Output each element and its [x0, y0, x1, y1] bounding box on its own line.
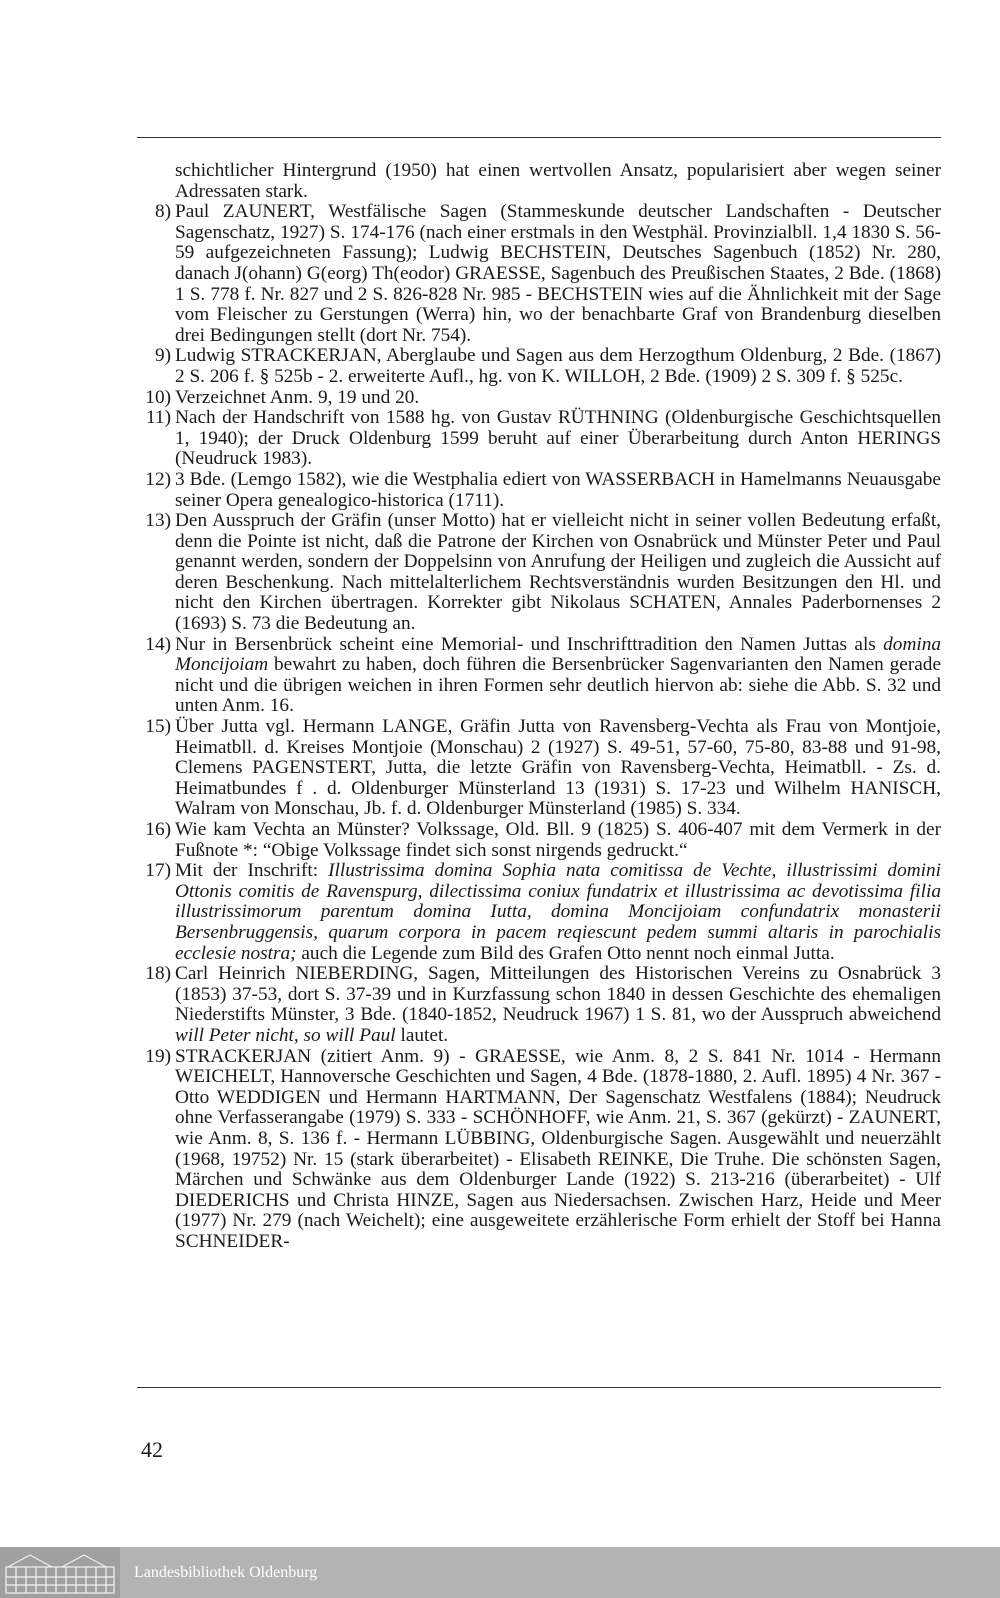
note-number: 11) — [146, 407, 171, 429]
note-text: 3 Bde. (Lemgo 1582), wie die Westphalia ediert von WASSERBACH in Hamelmanns Neuausgabe seiner Opera genealogico-historica (1711). — [175, 468, 941, 511]
note-text: schichtlicher Hintergrund (1950) hat einen wertvollen Ansatz, popularisiert aber wegen seiner Adressaten stark. — [175, 160, 941, 202]
italic-text: domina Moncijoiam — [175, 633, 941, 676]
note-number: 14) — [145, 633, 171, 655]
note-number: 10) — [145, 386, 171, 408]
note-number: 9) — [154, 345, 171, 367]
note-13 — [137, 511, 941, 635]
note-text: Nur in Bersenbrück scheint eine Memorial- und Inschrifttradition den Namen Juttas als domina Moncijoiam bewahrt zu haben, doch führen die Bersenbrücker Sagenvarianten den Namen gerade nicht und die übrigen weichen in ihren Formen sehr deutlich hiervon ab: siehe die Abb. S. 32 und unten Anm. 16. — [175, 633, 941, 717]
bottom-rule — [137, 1387, 941, 1388]
italic-text: Illustrissima domina Sophia nata comitissa de Vechte, illustrissimi domini Ottonis comitis de Ravenspurg, dilectissima coniux fundatrix et illustrissima ac devotissima filia illustrissimorum parentum domina Iutta, domina Moncijoiam confundatrix monasterii Bersenbruggensis, quarum corpora in pacem reqiescunt pedem summi altaris in parochialis ecclesie nostra; — [175, 860, 941, 964]
note-text: STRACKERJAN (zitiert Anm. 9) - GRAESSE, wie Anm. 8, 2 S. 841 Nr. 1014 - Hermann WEICHELT, Hannoversche Geschichten und Sagen, 4 Bde. (1878-1880, 2. Aufl. 1895) 4 Nr. 367 - Otto WEDDIGEN und Hermann HARTMANN, Der Sagenschatz Westfalens (1884); Neudruck ohne Verfasserangabe (1979) S. 333 - SCHÖNHOFF, wie Anm. 21, S. 367 (gekürzt) - ZAUNERT, wie Anm. 8, S. 136 f. - Hermann LÜBBING, Oldenburgische Sagen. Ausgewählt und neuerzählt (1968, 19752) Nr. 15 (stark überarbeitet) - Elisabeth REINKE, Die Truhe. Die schönsten Sagen, Märchen und Schwänke aus dem Oldenburger Lande (1922) S. 213-216 (überarbeitet) - Ulf DIEDERICHS und Christa HINZE, Sagen aus Niedersachsen. Zwischen Harz, Heide und Meer (1977) Nr. 279 (nach Weichelt); eine ausgeweitete erzählerische Form erhielt der Stoff bei Hanna SCHNEIDER- — [175, 1045, 941, 1252]
note-continuation — [137, 161, 941, 202]
note-number: 12) — [145, 468, 171, 490]
note-9 — [137, 346, 941, 387]
library-building-icon — [0, 1547, 120, 1598]
note-number: 16) — [145, 819, 171, 840]
note-19 — [137, 1047, 941, 1253]
note-number: 13) — [145, 510, 171, 532]
note-text: Carl Heinrich NIEBERDING, Sagen, Mitteilungen des Historischen Vereins zu Osnabrück 3 (1853) 37-53, dort S. 37-39 und in Kurzfassung schon 1840 in dessen Geschichte des ehemaligen Niederstifts Münster, 3 Bde. (1840-1852, Neudruck 1967) 1 S. 81, wo der Ausspruch abweichend will Peter nicht, so will Paul lautet. — [175, 963, 941, 1046]
note-15 — [137, 717, 941, 820]
note-text: Nach der Handschrift von 1588 hg. von Gustav RÜTHNING (Oldenburgische Geschichtsquellen 1, 1940); der Druck Oldenburg 1599 beruht auf einer Überarbeitung durch Anton HERINGS (Neudruck 1983). — [175, 407, 941, 470]
page-number: 42 — [141, 1437, 163, 1462]
italic-text: will Peter nicht, so will Paul — [175, 1024, 396, 1046]
footnotes-block — [137, 161, 941, 1252]
note-text: Verzeichnet Anm. 9, 19 und 20. — [175, 386, 420, 408]
note-10 — [137, 388, 941, 409]
note-number: 15) — [145, 716, 171, 738]
library-footer-bar — [0, 1547, 1000, 1598]
note-text: Wie kam Vechta an Münster? Volkssage, Old. Bll. 9 (1825) S. 406-407 mit dem Vermerk in der Fußnote *: “Obige Volkssage findet sich sonst nirgends gedruckt.“ — [175, 819, 941, 861]
library-name: Landesbibliothek Oldenburg — [134, 1563, 318, 1581]
note-number: 19) — [145, 1045, 171, 1067]
note-text: Ludwig STRACKERJAN, Aberglaube und Sagen aus dem Herzogthum Oldenburg, 2 Bde. (1867) 2 S. 206 f. § 525b - 2. erweiterte Aufl., hg. von K. WILLOH, 2 Bde. (1909) 2 S. 309 f. § 525c. — [175, 345, 941, 387]
note-text: Paul ZAUNERT, Westfälische Sagen (Stammeskunde deutscher Landschaften - Deutscher Sagenschatz, 1927) S. 174-176 (nach einer erstmals in den Westphäl. Provinzialbll. 1,4 1830 S. 56-59 aufgezeichneten Fassung); Ludwig BECHSTEIN, Deutsches Sagenbuch (1852) Nr. 280, danach J(ohann) G(eorg) Th(eodor) GRAESSE, Sagenbuch des Preußischen Staates, 2 Bde. (1868) 1 S. 778 f. Nr. 827 und 2 S. 826-828 Nr. 985 - BECHSTEIN wies auf die Ähnlichkeit mit der Sage vom Fleischer zu Gerstungen (Werra) hin, wo der benachbarte Graf von Brandenburg dieselben drei Bedingungen stellt (dort Nr. 754). — [175, 201, 941, 346]
note-text: Den Ausspruch der Gräfin (unser Motto) hat er vielleicht nicht in seiner vollen Bedeutung erfaßt, denn die Pointe ist nicht, daß die Patrone der Kirchen von Osnabrück und Münster Peter und Paul genannt werden, sondern der Doppelsinn von Anrufung der Heiligen und zugleich die Aussicht auf deren Beschenkung. Nach mittelalterlichem Rechtsverständnis wurden Besitzungen den Hl. und nicht den Kirchen übertragen. Korrekter gibt Nikolaus SCHATEN, Annales Paderbornenses 2 (1693) S. 73 die Bedeutung an. — [175, 510, 941, 635]
note-number: 17) — [145, 860, 171, 882]
note-number: 8) — [154, 201, 171, 223]
note-14 — [137, 635, 941, 717]
note-11 — [137, 408, 941, 470]
note-12 — [137, 470, 941, 511]
note-16 — [137, 820, 941, 861]
note-number: 18) — [145, 963, 171, 985]
top-rule — [137, 137, 941, 138]
note-17 — [137, 861, 941, 964]
note-text: Mit der Inschrift: Illustrissima domina Sophia nata comitissa de Vechte, illustrissimi domini Ottonis comitis de Ravenspurg, dilectissima coniux fundatrix et illustrissima ac devotissima filia illustrissimorum parentum domina Iutta, domina Moncijoiam confundatrix monasterii Bersenbruggensis, quarum corpora in pacem reqiescunt pedem summi altaris in parochialis ecclesie nostra; auch die Legende zum Bild des Grafen Otto nennt noch einmal Jutta. — [175, 860, 941, 964]
note-8 — [137, 202, 941, 346]
note-text: Über Jutta vgl. Hermann LANGE, Gräfin Jutta von Ravensberg-Vechta als Frau von Montjoie, Heimatbll. d. Kreises Montjoie (Monschau) 2 (1927) S. 49-51, 57-60, 75-80, 83-88 und 91-98, Clemens PAGENSTERT, Jutta, die letzte Gräfin von Ravensberg-Vechta, Heimatbll. - Zs. d. Heimatbundes f . d. Oldenburger Münsterland 13 (1931) S. 17-23 und Wilhelm HANISCH, Walram von Monschau, Jb. f. d. Oldenburger Münsterland (1985) S. 334. — [175, 716, 941, 820]
note-18 — [137, 964, 941, 1046]
